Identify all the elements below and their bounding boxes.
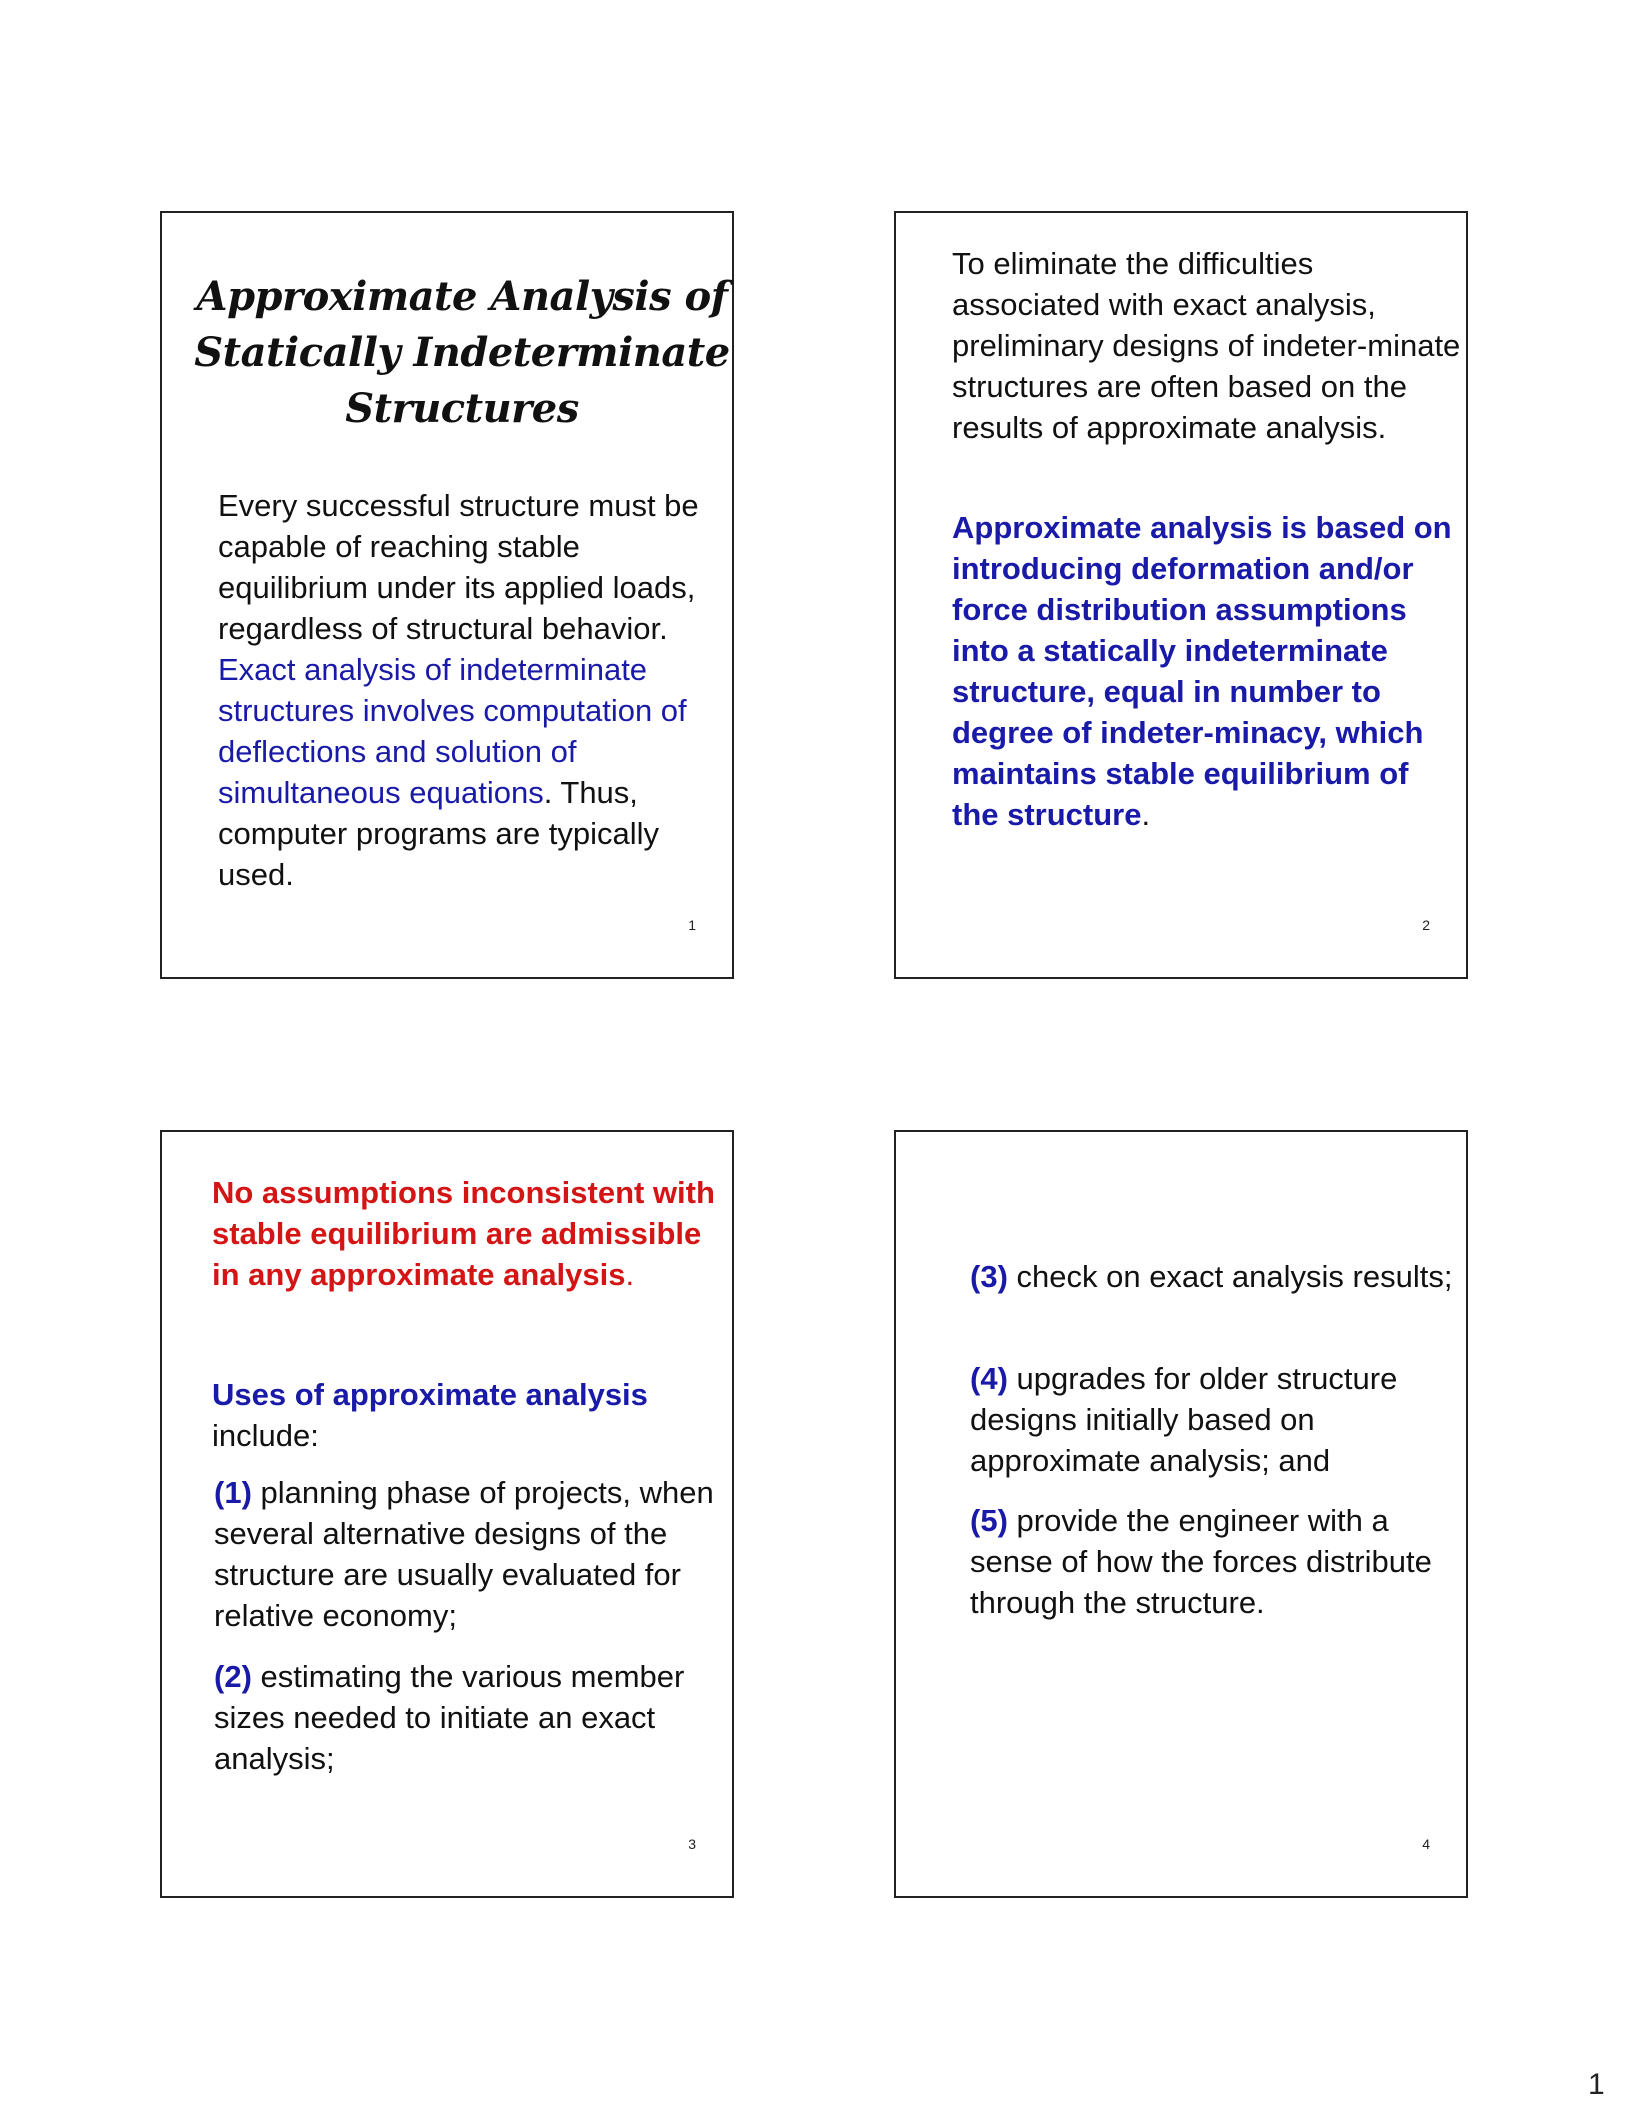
page-number: 1: [1588, 2068, 1605, 2101]
slide-2-para-1: To eliminate the difficulties associated with exact analysis, preliminary designs of indeter-minate structures are often based on the results of approximate analysis.: [952, 246, 1461, 445]
slide-3: [160, 1130, 734, 1898]
slide-4: [894, 1130, 1468, 1898]
slide-2-para-2: [952, 507, 1462, 835]
item-number: (5): [970, 1503, 1008, 1538]
body-text: Every successful structure must be capable of reaching stable equilibrium under its applied loads, regardless of structural behavior.: [218, 488, 699, 646]
item-number: (1): [214, 1475, 252, 1510]
slide-1: [160, 211, 734, 979]
item-text: check on exact analysis results;: [1007, 1259, 1453, 1294]
item-number: (4): [970, 1361, 1008, 1396]
key-statement-end: .: [1141, 797, 1151, 832]
list-item: [970, 1358, 1460, 1481]
title-line-2: Statically Indeterminate: [194, 329, 730, 376]
slide-number: 2: [1422, 917, 1430, 933]
item-number: (2): [214, 1659, 252, 1694]
list-item: [214, 1472, 724, 1636]
item-text: provide the engineer with a sense of how the forces distribute through the structure.: [970, 1503, 1432, 1620]
item-text: upgrades for older structure designs initially based on approximate analysis; and: [970, 1361, 1398, 1478]
body-highlight: Exact analysis of indeterminate structures involves computation of deflections and solution of simultaneous equations: [218, 652, 687, 810]
list-item: [214, 1656, 724, 1779]
slide-2: [894, 211, 1468, 979]
slide-number: 4: [1422, 1836, 1430, 1852]
slide-3-warning: [212, 1172, 722, 1295]
slide-1-body: [218, 485, 718, 895]
warning-text: No assumptions inconsistent with stable equilibrium are admissible in any approximate analysis: [212, 1175, 715, 1292]
title-line-3: Structures: [345, 385, 579, 432]
list-item: [970, 1256, 1460, 1297]
uses-heading: [212, 1374, 722, 1456]
body-text-end: . Thus, computer programs are typically used.: [218, 775, 660, 892]
warning-end: .: [625, 1257, 635, 1292]
slide-number: 3: [688, 1836, 696, 1852]
list-item: [970, 1500, 1460, 1623]
title-line-1: Approximate Analysis of: [196, 273, 728, 320]
uses-label: Uses of approximate analysis: [212, 1377, 648, 1412]
slide-number: 1: [688, 917, 696, 933]
item-number: (3): [970, 1259, 1008, 1294]
item-text: estimating the various member sizes needed to initiate an exact analysis;: [214, 1659, 685, 1776]
slide-title: [192, 269, 732, 437]
key-statement: Approximate analysis is based on introducing deformation and/or force distribution assumptions into a statically indeterminate structure, equal in number to degree of indeter-minacy, which maintains stable equilibrium of the structure: [952, 510, 1452, 832]
item-text: planning phase of projects, when several alternative designs of the structure are usually evaluated for relative economy;: [214, 1475, 714, 1633]
uses-rest: include:: [212, 1418, 319, 1453]
